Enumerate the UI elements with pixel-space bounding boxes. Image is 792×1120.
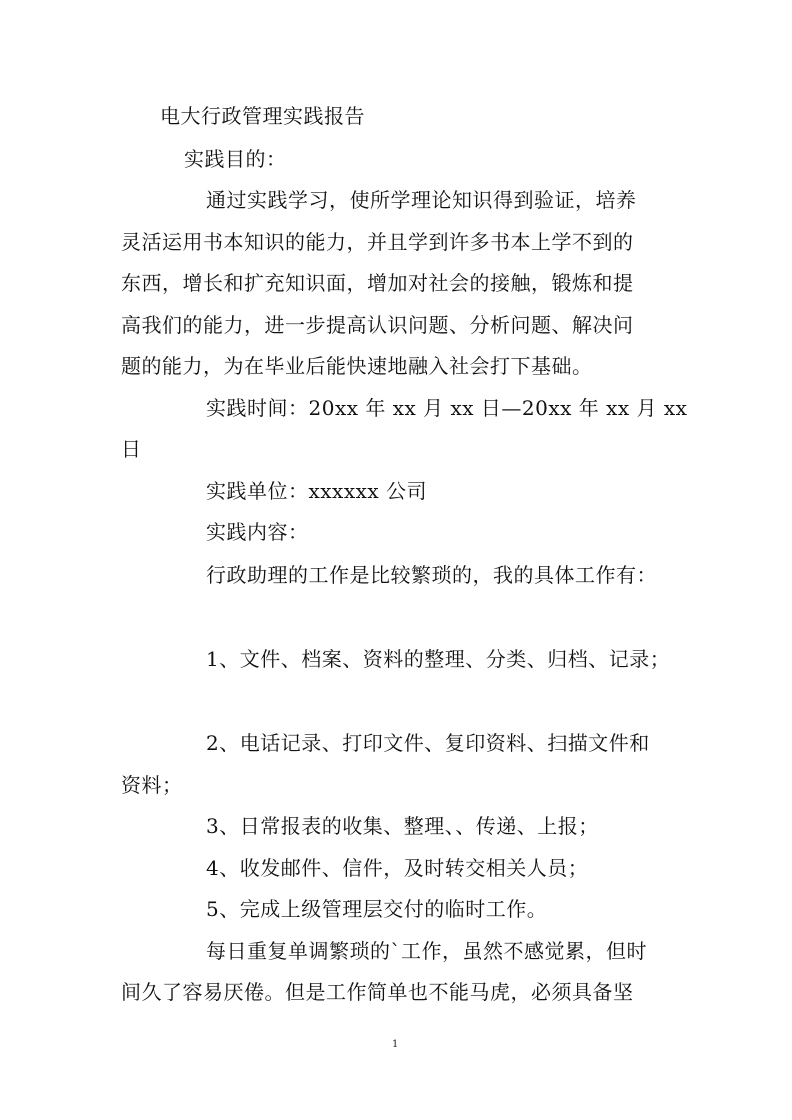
section-heading: 实践目的： [184, 147, 287, 171]
practice-time-continued: 日 [121, 437, 142, 461]
list-item: 1、文件、档案、资料的整理、分类、归档、记录； [206, 647, 671, 671]
practice-unit: 实践单位：xxxxxx 公司 [206, 479, 428, 503]
list-item: 3、日常报表的收集、整理、、传递、上报； [206, 814, 599, 838]
paragraph-line: 题的能力，为在毕业后能快速地融入社会打下基础。 [121, 354, 593, 378]
paragraph-line: 通过实践学习，使所学理论知识得到验证，培养 [206, 188, 637, 212]
list-item: 5、完成上级管理层交付的临时工作。 [206, 897, 548, 921]
list-item: 2、电话记录、打印文件、复印资料、扫描文件和 [206, 731, 650, 755]
section-heading: 实践内容： [206, 520, 309, 544]
paragraph-line: 行政助理的工作是比较繁琐的，我的具体工作有： [206, 563, 657, 587]
practice-time: 实践时间：20xx 年 xx 月 xx 日—20xx 年 xx 月 xx [206, 396, 688, 420]
paragraph-line: 高我们的能力，进一步提高认识问题、分析问题、解决问 [121, 313, 634, 337]
paragraph-line: 每日重复单调繁琐的`工作，虽然不感觉累，但时 [206, 939, 647, 963]
paragraph-line: 灵活运用书本知识的能力，并且学到许多书本上学不到的 [121, 230, 634, 254]
list-item: 4、收发邮件、信件，及时转交相关人员； [206, 856, 589, 880]
page-number: 1 [392, 1039, 399, 1050]
paragraph-line: 间久了容易厌倦。但是工作简单也不能马虎，必须具备坚 [121, 980, 634, 1004]
document-title: 电大行政管理实践报告 [160, 104, 365, 128]
paragraph-line: 东西，增长和扩充知识面，增加对社会的接触，锻炼和提 [121, 271, 634, 295]
list-item-continued: 资料； [121, 773, 183, 797]
